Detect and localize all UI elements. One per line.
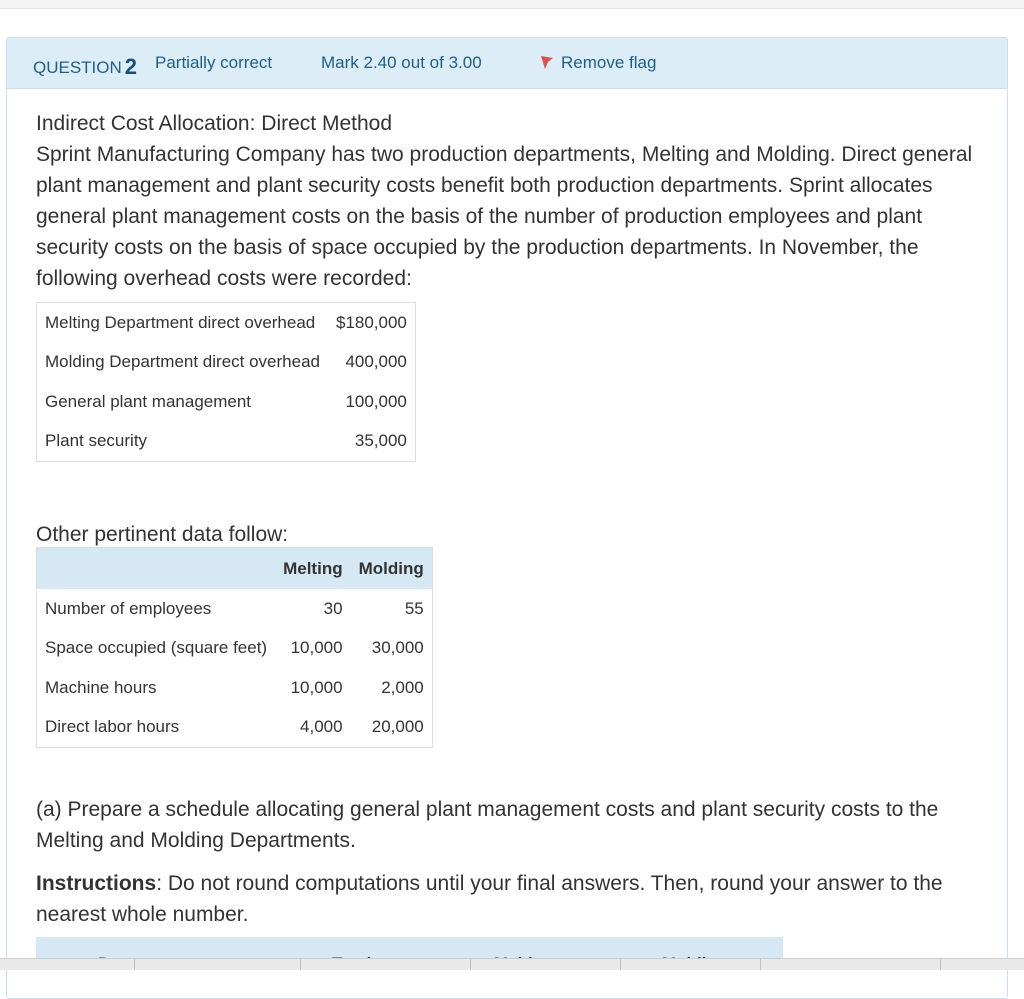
- table-header-row: [37, 548, 433, 590]
- question-label: [33, 53, 137, 79]
- melting-value: 30: [323, 598, 343, 618]
- melting-value: 4,000: [300, 717, 343, 737]
- divider: [940, 959, 941, 970]
- question-number: 2: [124, 54, 138, 79]
- column-header: Molding: [351, 548, 433, 590]
- divider: [620, 959, 621, 970]
- row-label: Direct labor hours: [45, 717, 180, 737]
- top-strip: [0, 0, 1024, 9]
- melting-value: 10,000: [290, 677, 343, 697]
- row-label: Machine hours: [45, 677, 157, 697]
- remove-flag-label: Remove flag: [561, 53, 657, 72]
- question-title: Indirect Cost Allocation: Direct Method: [36, 112, 392, 135]
- remove-flag-link[interactable]: [539, 53, 656, 73]
- table-row: [37, 422, 416, 462]
- cost-value: 100,000: [345, 391, 407, 411]
- table-row: [37, 589, 433, 629]
- column-header: [37, 548, 276, 590]
- overhead-costs-table: [36, 302, 416, 462]
- table-row: [37, 382, 416, 422]
- column-header: Melting: [275, 548, 351, 590]
- question-paragraph: Sprint Manufacturing Company has two production departments, Melting and Molding. Direct general plant management and plant security costs benefit both production departments. Sprint allocates general plant management costs on the basis of the number of production employees and plant security costs on the basis of space occupied by the production departments. In November, the following overhead costs were recorded:: [36, 143, 973, 290]
- question-mark: Mark 2.40 out of 3.00: [321, 53, 482, 72]
- divider: [134, 959, 135, 970]
- cost-value: $180,000: [335, 312, 407, 332]
- table-row: [37, 668, 433, 708]
- table-row: [37, 708, 433, 748]
- question-info-bar: [7, 38, 1007, 89]
- cost-label: General plant management: [45, 391, 252, 411]
- other-data-intro: Other pertinent data follow:: [36, 523, 289, 546]
- molding-value: 30,000: [371, 638, 424, 658]
- divider: [760, 959, 761, 970]
- row-label: Space occupied (square feet): [45, 638, 268, 658]
- melting-value: 10,000: [290, 638, 343, 658]
- bottom-scrollbar[interactable]: [0, 958, 1024, 970]
- cost-label: Melting Department direct overhead: [45, 312, 316, 332]
- question-card: [6, 37, 1008, 999]
- molding-value: 2,000: [381, 677, 424, 697]
- divider: [470, 959, 471, 970]
- cost-value: 400,000: [345, 352, 407, 372]
- molding-value: 20,000: [371, 717, 424, 737]
- flag-icon: [539, 54, 555, 70]
- cost-label: Plant security: [45, 431, 148, 451]
- question-label-text: QUESTION: [33, 58, 122, 77]
- pertinent-data-table: [36, 547, 433, 748]
- table-row: [37, 303, 416, 343]
- cost-value: 35,000: [354, 431, 407, 451]
- row-label: Number of employees: [45, 598, 212, 618]
- cost-label: Molding Department direct overhead: [45, 352, 320, 372]
- table-row: [37, 629, 433, 669]
- divider: [300, 959, 301, 970]
- part-a-prompt: (a) Prepare a schedule allocating general plant management costs and plant security costs to the Melting and Molding Departments.: [36, 798, 939, 852]
- table-row: [37, 343, 416, 383]
- question-state: Partially correct: [155, 53, 273, 72]
- instructions-text: : Do not round computations until your final answers. Then, round your answer to the nearest whole number.: [36, 872, 943, 926]
- molding-value: 55: [404, 598, 424, 618]
- instructions: [36, 868, 986, 930]
- instructions-label: Instructions: [36, 872, 157, 895]
